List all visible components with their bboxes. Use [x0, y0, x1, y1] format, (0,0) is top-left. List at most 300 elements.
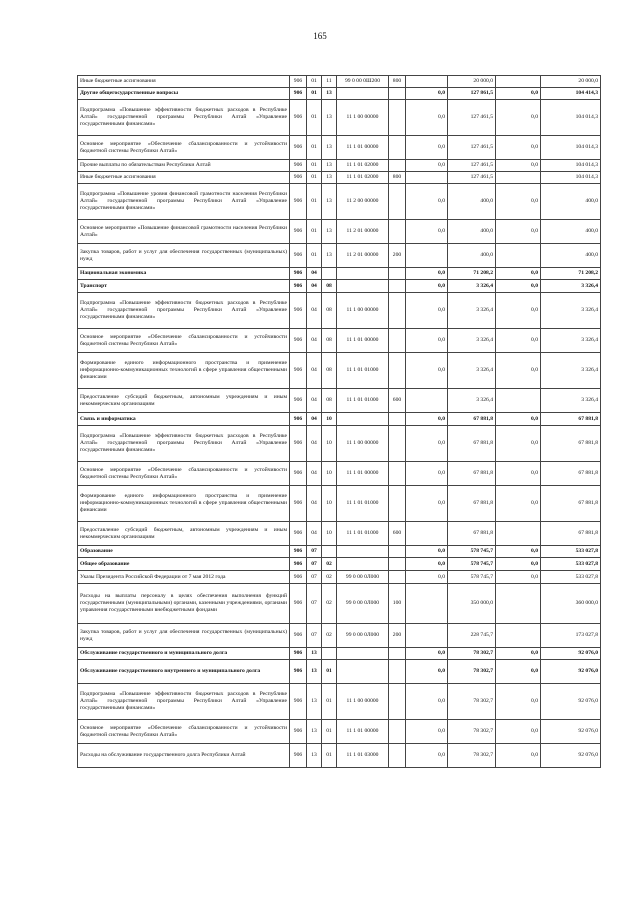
cell-rz: 04 — [307, 268, 322, 280]
cell-csr: 11 1 01 00000 — [337, 462, 389, 486]
cell-v2: 67 881,8 — [448, 486, 496, 522]
cell-rz: 01 — [307, 160, 322, 172]
table-row — [78, 558, 601, 571]
cell-pr: 02 — [322, 584, 337, 624]
cell-name: Подпрограмма «Повышение эффективности бюджетных расходов в Республике Алтай» государственной программы Республики Алтай «Управление государственными финансами» — [78, 100, 290, 136]
cell-v4: 104 414,3 — [541, 88, 601, 100]
cell-name: Предоставление субсидий бюджетным, автономным учреждениям и иным некоммерческим организациям — [78, 389, 290, 413]
cell-rz: 04 — [307, 426, 322, 462]
table-row — [78, 268, 601, 280]
cell-pr: 01 — [322, 660, 337, 684]
cell-v4: 92 076,0 — [541, 648, 601, 660]
cell-vr — [389, 744, 406, 768]
cell-v3: 0,0 — [496, 268, 541, 280]
cell-v4: 92 076,0 — [541, 684, 601, 720]
cell-gr: 906 — [290, 76, 307, 88]
cell-rz: 01 — [307, 220, 322, 244]
cell-vr — [389, 220, 406, 244]
cell-gr: 906 — [290, 353, 307, 389]
cell-v2: 67 881,8 — [448, 426, 496, 462]
cell-name: Обслуживание государственного и муниципального долга — [78, 648, 290, 660]
cell-name: Общее образование — [78, 558, 290, 571]
cell-gr: 906 — [290, 648, 307, 660]
table-row — [78, 486, 601, 522]
cell-v1 — [406, 244, 448, 268]
cell-v1: 0,0 — [406, 744, 448, 768]
table-row — [78, 720, 601, 744]
cell-v2: 578 745,7 — [448, 546, 496, 558]
cell-v3: 0,0 — [496, 720, 541, 744]
cell-rz: 07 — [307, 558, 322, 571]
cell-v1: 0,0 — [406, 426, 448, 462]
cell-csr — [337, 88, 389, 100]
cell-csr: 11 1 01 03000 — [337, 744, 389, 768]
table-row — [78, 462, 601, 486]
cell-v4: 67 881,8 — [541, 486, 601, 522]
cell-name: Расходы на обслуживание государственного долга Республики Алтай — [78, 744, 290, 768]
cell-pr: 01 — [322, 684, 337, 720]
cell-name: Подпрограмма «Повышение эффективности бюджетных расходов в Республике Алтай» государственной программы Республики Алтай «Управление государственными финансами» — [78, 684, 290, 720]
cell-csr — [337, 648, 389, 660]
table-row — [78, 389, 601, 413]
table-row — [78, 329, 601, 353]
table-row — [78, 100, 601, 136]
cell-v3: 0,0 — [496, 353, 541, 389]
cell-vr — [389, 184, 406, 220]
cell-v1: 0,0 — [406, 684, 448, 720]
cell-v2: 67 881,8 — [448, 522, 496, 546]
table-row — [78, 660, 601, 684]
cell-v2: 3 326,4 — [448, 293, 496, 329]
cell-name: Иные бюджетные ассигнования — [78, 172, 290, 184]
cell-v1 — [406, 522, 448, 546]
cell-name: Основное мероприятие «Повышение финансовой грамотности населения Республики Алтай» — [78, 220, 290, 244]
cell-v2: 78 302,7 — [448, 648, 496, 660]
cell-rz: 01 — [307, 100, 322, 136]
cell-vr — [389, 100, 406, 136]
cell-v4: 3 326,4 — [541, 389, 601, 413]
cell-vr: 100 — [389, 584, 406, 624]
cell-vr: 200 — [389, 624, 406, 648]
cell-pr: 13 — [322, 160, 337, 172]
cell-gr: 906 — [290, 389, 307, 413]
cell-v4: 3 326,4 — [541, 280, 601, 293]
cell-v1: 0,0 — [406, 293, 448, 329]
cell-name: Закупка товаров, работ и услуг для обеспечения государственных (муниципальных) нужд — [78, 244, 290, 268]
cell-pr: 13 — [322, 88, 337, 100]
cell-v4: 533 027,8 — [541, 558, 601, 571]
cell-vr: 600 — [389, 522, 406, 546]
cell-v3: 0,0 — [496, 280, 541, 293]
cell-csr — [337, 660, 389, 684]
cell-v2: 127 461,5 — [448, 172, 496, 184]
page-number: 165 — [313, 31, 327, 41]
cell-rz: 04 — [307, 353, 322, 389]
cell-name: Образование — [78, 546, 290, 558]
cell-vr — [389, 160, 406, 172]
cell-pr: 08 — [322, 280, 337, 293]
cell-v1: 0,0 — [406, 660, 448, 684]
cell-name: Обслуживание государственного внутреннего и муниципального долга — [78, 660, 290, 684]
cell-csr: 11 1 01 00000 — [337, 720, 389, 744]
cell-v1: 0,0 — [406, 353, 448, 389]
cell-csr: 11 1 00 00000 — [337, 426, 389, 462]
cell-pr: 13 — [322, 136, 337, 160]
cell-v3 — [496, 76, 541, 88]
cell-v2: 578 745,7 — [448, 558, 496, 571]
cell-v1: 0,0 — [406, 720, 448, 744]
cell-v3: 0,0 — [496, 413, 541, 426]
cell-vr — [389, 353, 406, 389]
cell-name: Закупка товаров, работ и услуг для обеспечения государственных (муниципальных) нужд — [78, 624, 290, 648]
cell-vr — [389, 684, 406, 720]
cell-v1: 0,0 — [406, 486, 448, 522]
cell-name: Национальная экономика — [78, 268, 290, 280]
cell-rz: 04 — [307, 486, 322, 522]
cell-v1: 0,0 — [406, 100, 448, 136]
cell-v4: 71 208,2 — [541, 268, 601, 280]
cell-v2: 3 326,4 — [448, 280, 496, 293]
cell-vr: 600 — [389, 389, 406, 413]
cell-v1 — [406, 389, 448, 413]
cell-v4: 92 076,0 — [541, 660, 601, 684]
cell-pr: 08 — [322, 293, 337, 329]
table-row — [78, 546, 601, 558]
cell-v3: 0,0 — [496, 546, 541, 558]
cell-v3: 0,0 — [496, 684, 541, 720]
cell-name: Указы Президента Российской Федерации от 7 мая 2012 года — [78, 571, 290, 584]
cell-v2: 350 000,0 — [448, 584, 496, 624]
cell-name: Подпрограмма «Повышение эффективности бюджетных расходов в Республике Алтай» государственной программы Республики Алтай «Управление государственными финансами» — [78, 293, 290, 329]
cell-v3 — [496, 624, 541, 648]
cell-gr: 906 — [290, 184, 307, 220]
cell-gr: 906 — [290, 522, 307, 546]
cell-csr: 11 1 01 02000 — [337, 160, 389, 172]
cell-name: Формирование единого информационного пространства и применение информационно-коммуникационных технологий в сфере управления общественными финансами — [78, 486, 290, 522]
cell-gr: 906 — [290, 486, 307, 522]
cell-vr: 800 — [389, 172, 406, 184]
table-row — [78, 426, 601, 462]
cell-v2: 127 861,5 — [448, 88, 496, 100]
cell-name: Иные бюджетные ассигнования — [78, 76, 290, 88]
cell-vr — [389, 648, 406, 660]
cell-pr: 10 — [322, 462, 337, 486]
cell-name: Формирование единого информационного пространства и применение информационно-коммуникационных технологий в сфере управления общественными финансами — [78, 353, 290, 389]
table-row — [78, 136, 601, 160]
cell-rz: 07 — [307, 584, 322, 624]
cell-gr: 906 — [290, 744, 307, 768]
cell-name: Предоставление субсидий бюджетным, автономным учреждениям и иным некоммерческим организациям — [78, 522, 290, 546]
cell-pr: 13 — [322, 244, 337, 268]
cell-gr: 906 — [290, 546, 307, 558]
table-row — [78, 353, 601, 389]
cell-v2: 127 461,5 — [448, 136, 496, 160]
table-row — [78, 280, 601, 293]
cell-pr: 01 — [322, 744, 337, 768]
table-row — [78, 244, 601, 268]
cell-v4: 20 000,0 — [541, 76, 601, 88]
cell-rz: 13 — [307, 744, 322, 768]
cell-v1: 0,0 — [406, 160, 448, 172]
cell-name: Связь и информатика — [78, 413, 290, 426]
cell-csr: 11 2 01 00000 — [337, 244, 389, 268]
cell-v1 — [406, 172, 448, 184]
cell-vr — [389, 329, 406, 353]
cell-rz: 04 — [307, 413, 322, 426]
cell-name: Основное мероприятие «Обеспечение сбалансированности и устойчивости бюджетной системы Республики Алтай» — [78, 462, 290, 486]
table-row — [78, 293, 601, 329]
cell-v2: 3 326,4 — [448, 353, 496, 389]
cell-v1: 0,0 — [406, 268, 448, 280]
table-row — [78, 413, 601, 426]
cell-name: Прочие выплаты по обязательствам Республики Алтай — [78, 160, 290, 172]
cell-v4: 92 076,0 — [541, 720, 601, 744]
cell-v4: 3 326,4 — [541, 353, 601, 389]
cell-vr — [389, 558, 406, 571]
cell-v3: 0,0 — [496, 160, 541, 172]
cell-gr: 906 — [290, 584, 307, 624]
cell-vr — [389, 486, 406, 522]
cell-csr: 11 1 01 00000 — [337, 136, 389, 160]
cell-v1: 0,0 — [406, 220, 448, 244]
cell-pr: 08 — [322, 389, 337, 413]
cell-v3: 0,0 — [496, 571, 541, 584]
cell-rz: 01 — [307, 172, 322, 184]
cell-v3: 0,0 — [496, 648, 541, 660]
cell-pr: 02 — [322, 624, 337, 648]
cell-vr — [389, 136, 406, 160]
cell-v2: 228 745,7 — [448, 624, 496, 648]
cell-gr: 906 — [290, 100, 307, 136]
cell-name: Основное мероприятие «Обеспечение сбалансированности и устойчивости бюджетной системы Республики Алтай» — [78, 720, 290, 744]
cell-v1: 0,0 — [406, 648, 448, 660]
cell-v4: 3 326,4 — [541, 329, 601, 353]
cell-vr — [389, 462, 406, 486]
table-row — [78, 220, 601, 244]
cell-v3 — [496, 244, 541, 268]
cell-gr: 906 — [290, 88, 307, 100]
cell-vr: 800 — [389, 76, 406, 88]
cell-v1 — [406, 584, 448, 624]
cell-v1: 0,0 — [406, 558, 448, 571]
cell-v1: 0,0 — [406, 88, 448, 100]
cell-v4: 104 014,3 — [541, 172, 601, 184]
cell-rz: 13 — [307, 648, 322, 660]
cell-rz: 01 — [307, 184, 322, 220]
cell-v3: 0,0 — [496, 660, 541, 684]
cell-gr: 906 — [290, 160, 307, 172]
cell-pr: 11 — [322, 76, 337, 88]
cell-vr — [389, 280, 406, 293]
cell-rz: 07 — [307, 571, 322, 584]
cell-name: Подпрограмма «Повышение эффективности бюджетных расходов в Республике Алтай» государственной программы Республики Алтай «Управление государственными финансами» — [78, 426, 290, 462]
cell-gr: 906 — [290, 720, 307, 744]
cell-v4: 173 027,8 — [541, 624, 601, 648]
cell-v1: 0,0 — [406, 280, 448, 293]
cell-v2: 78 302,7 — [448, 744, 496, 768]
table-row — [78, 160, 601, 172]
cell-gr: 906 — [290, 136, 307, 160]
cell-pr: 08 — [322, 329, 337, 353]
cell-name: Подпрограмма «Повышение уровня финансовой грамотности населения Республики Алтай» государственной программы Республики Алтай «Управление государственными финансами» — [78, 184, 290, 220]
cell-csr — [337, 268, 389, 280]
cell-pr: 10 — [322, 413, 337, 426]
cell-gr: 906 — [290, 244, 307, 268]
cell-pr: 02 — [322, 558, 337, 571]
cell-v3: 0,0 — [496, 744, 541, 768]
cell-rz: 04 — [307, 389, 322, 413]
cell-gr: 906 — [290, 462, 307, 486]
cell-v4: 67 881,8 — [541, 426, 601, 462]
cell-v2: 67 881,8 — [448, 462, 496, 486]
cell-v1: 0,0 — [406, 329, 448, 353]
cell-gr: 906 — [290, 660, 307, 684]
cell-v3: 0,0 — [496, 329, 541, 353]
table-row — [78, 88, 601, 100]
cell-csr: 11 1 01 01000 — [337, 389, 389, 413]
cell-csr: 11 1 01 01000 — [337, 353, 389, 389]
table-row — [78, 684, 601, 720]
cell-gr: 906 — [290, 426, 307, 462]
cell-rz: 01 — [307, 244, 322, 268]
cell-gr: 906 — [290, 220, 307, 244]
cell-gr: 906 — [290, 558, 307, 571]
cell-v3: 0,0 — [496, 558, 541, 571]
cell-rz: 13 — [307, 660, 322, 684]
cell-v3 — [496, 172, 541, 184]
table-row — [78, 522, 601, 546]
cell-pr: 13 — [322, 172, 337, 184]
cell-v3: 0,0 — [496, 136, 541, 160]
cell-v3: 0,0 — [496, 220, 541, 244]
table-row — [78, 624, 601, 648]
cell-rz: 04 — [307, 280, 322, 293]
cell-csr: 11 1 00 00000 — [337, 100, 389, 136]
cell-pr: 01 — [322, 720, 337, 744]
cell-csr: 11 2 00 00000 — [337, 184, 389, 220]
cell-gr: 906 — [290, 684, 307, 720]
cell-pr: 02 — [322, 571, 337, 584]
cell-v1 — [406, 624, 448, 648]
cell-v3: 0,0 — [496, 293, 541, 329]
table-row — [78, 584, 601, 624]
cell-vr — [389, 660, 406, 684]
cell-v4: 533 027,8 — [541, 546, 601, 558]
cell-v3: 0,0 — [496, 100, 541, 136]
cell-vr — [389, 546, 406, 558]
cell-v3: 0,0 — [496, 184, 541, 220]
cell-v4: 104 014,3 — [541, 160, 601, 172]
cell-gr: 906 — [290, 624, 307, 648]
cell-v3: 0,0 — [496, 486, 541, 522]
cell-csr: 11 1 01 01000 — [337, 522, 389, 546]
cell-v4: 360 000,0 — [541, 584, 601, 624]
cell-v1: 0,0 — [406, 571, 448, 584]
cell-pr: 10 — [322, 426, 337, 462]
cell-vr — [389, 413, 406, 426]
cell-v2: 578 745,7 — [448, 571, 496, 584]
cell-v2: 78 302,7 — [448, 660, 496, 684]
table-row — [78, 571, 601, 584]
cell-vr — [389, 426, 406, 462]
cell-csr — [337, 558, 389, 571]
cell-v4: 533 027,8 — [541, 571, 601, 584]
cell-v3 — [496, 522, 541, 546]
cell-v4: 3 326,4 — [541, 293, 601, 329]
table-row — [78, 172, 601, 184]
cell-gr: 906 — [290, 329, 307, 353]
table-row — [78, 76, 601, 88]
cell-v4: 104 014,3 — [541, 100, 601, 136]
budget-table — [77, 75, 601, 768]
cell-vr: 200 — [389, 244, 406, 268]
cell-gr: 906 — [290, 413, 307, 426]
cell-pr: 13 — [322, 100, 337, 136]
cell-pr — [322, 268, 337, 280]
cell-csr: 11 1 01 02000 — [337, 172, 389, 184]
cell-csr: 11 1 01 01000 — [337, 486, 389, 522]
cell-v2: 71 208,2 — [448, 268, 496, 280]
cell-vr — [389, 293, 406, 329]
cell-v2: 67 881,8 — [448, 413, 496, 426]
cell-v3: 0,0 — [496, 426, 541, 462]
cell-csr — [337, 546, 389, 558]
cell-v2: 400,0 — [448, 220, 496, 244]
cell-v1: 0,0 — [406, 546, 448, 558]
cell-v3: 0,0 — [496, 462, 541, 486]
cell-v4: 104 014,3 — [541, 136, 601, 160]
cell-csr: 11 2 01 00000 — [337, 220, 389, 244]
cell-csr: 99 0 00 0Ш200 — [337, 76, 389, 88]
cell-v4: 67 881,8 — [541, 522, 601, 546]
cell-name: Основное мероприятие «Обеспечение сбалансированности и устойчивости бюджетной системы Республики Алтай» — [78, 136, 290, 160]
cell-gr: 906 — [290, 571, 307, 584]
cell-vr — [389, 88, 406, 100]
cell-v4: 400,0 — [541, 184, 601, 220]
cell-rz: 01 — [307, 88, 322, 100]
cell-csr: 11 1 00 00000 — [337, 293, 389, 329]
cell-vr — [389, 720, 406, 744]
cell-gr: 906 — [290, 280, 307, 293]
cell-rz: 04 — [307, 293, 322, 329]
cell-name: Транспорт — [78, 280, 290, 293]
cell-csr: 99 0 00 0Л000 — [337, 571, 389, 584]
cell-vr — [389, 571, 406, 584]
cell-v1 — [406, 76, 448, 88]
table-row — [78, 648, 601, 660]
cell-gr: 906 — [290, 268, 307, 280]
cell-rz: 01 — [307, 76, 322, 88]
cell-csr: 11 1 00 00000 — [337, 684, 389, 720]
cell-csr: 11 1 01 00000 — [337, 329, 389, 353]
cell-name: Основное мероприятие «Обеспечение сбалансированности и устойчивости бюджетной системы Республики Алтай» — [78, 329, 290, 353]
cell-pr — [322, 546, 337, 558]
cell-rz: 07 — [307, 624, 322, 648]
cell-v3 — [496, 584, 541, 624]
cell-v2: 3 326,4 — [448, 389, 496, 413]
cell-pr — [322, 648, 337, 660]
cell-v4: 400,0 — [541, 220, 601, 244]
cell-csr: 99 0 00 0Л000 — [337, 624, 389, 648]
cell-v2: 78 302,7 — [448, 720, 496, 744]
cell-pr: 10 — [322, 486, 337, 522]
cell-rz: 04 — [307, 329, 322, 353]
cell-v1: 0,0 — [406, 413, 448, 426]
cell-v2: 127 461,5 — [448, 160, 496, 172]
cell-gr: 906 — [290, 172, 307, 184]
cell-vr — [389, 268, 406, 280]
cell-rz: 13 — [307, 720, 322, 744]
